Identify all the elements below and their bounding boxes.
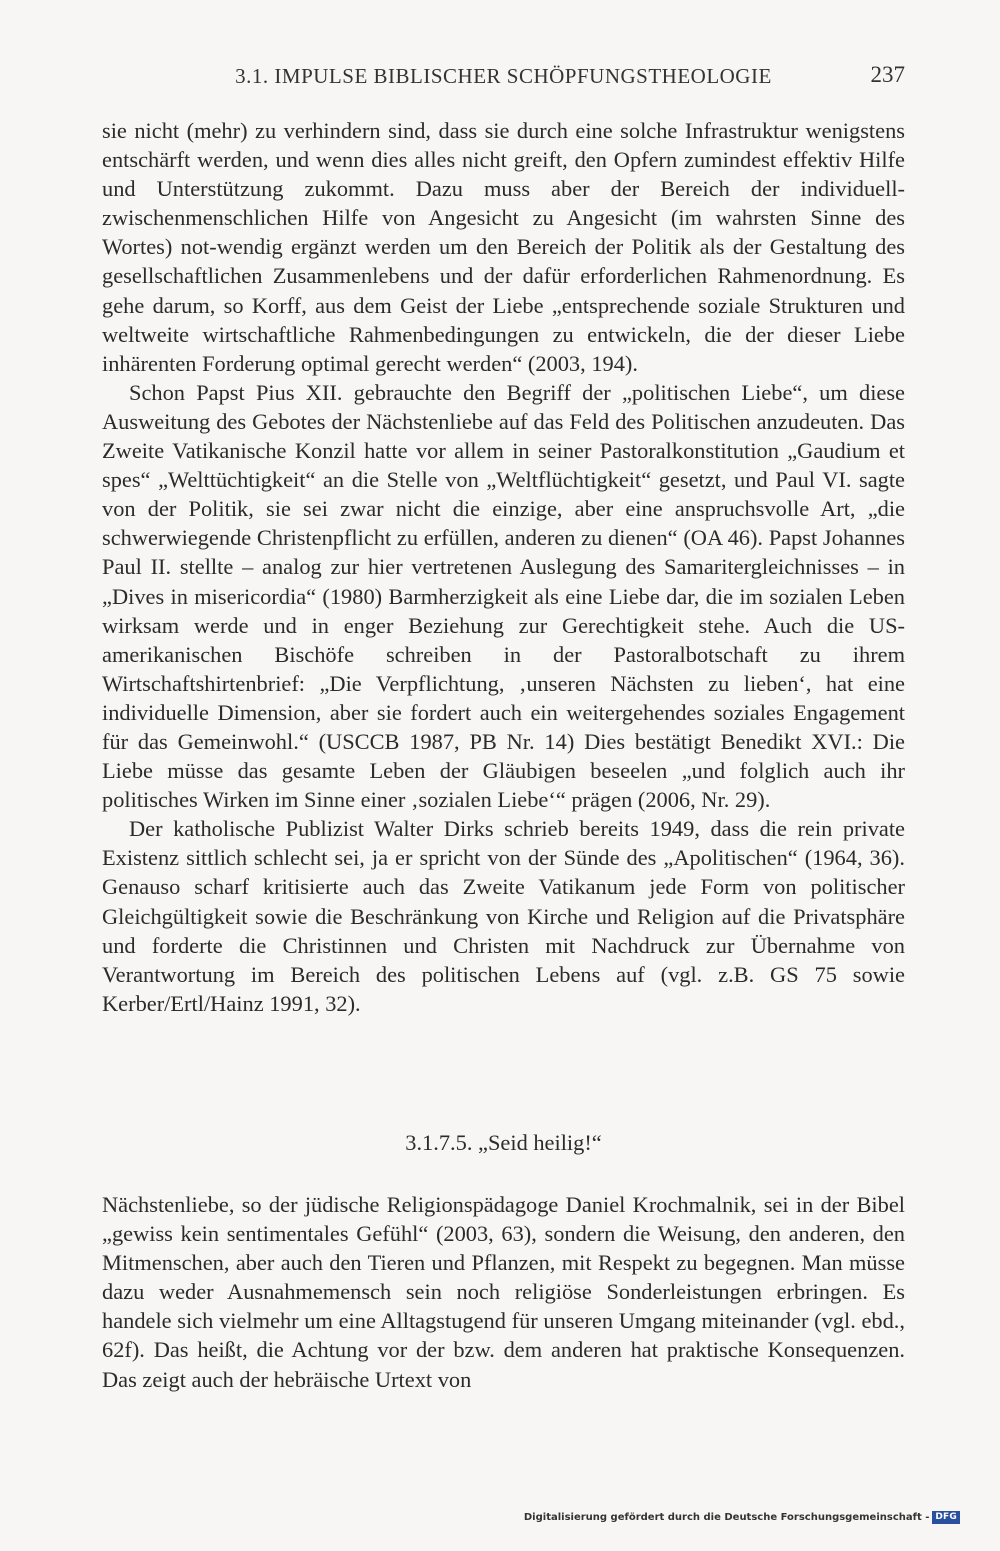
section-paragraph: Nächstenliebe, so der jüdische Religionspädagoge Daniel Krochmalnik, sei in der Bibel „gewiss kein sentimentales Gefühl“ (2003, 63), sondern die Weisung, den anderen, den Mitmenschen, aber auch den Tieren und Pflanzen, mit Respekt zu begegnen. Man müsse dazu weder Ausnahmemensch sein noch religiöse Sonderleistungen erbringen. Es handele sich vielmehr um eine Alltagstugend für unseren Umgang miteinander (vgl. ebd., 62f). Das heißt, die Achtung vor der bzw. dem anderen hat praktische Konsequenzen. Das zeigt auch der hebräische Urtext von xyxy=(102,1192,905,1392)
page-number: 237 xyxy=(870,62,905,87)
section-heading: 3.1.7.5. „Seid heilig!“ xyxy=(405,1130,602,1155)
page-header xyxy=(102,58,905,98)
digitization-credit xyxy=(524,1511,960,1524)
dfg-logo: DFG xyxy=(932,1511,960,1524)
paragraph: Der katholische Publizist Walter Dirks schrieb bereits 1949, dass die rein private Existenz sittlich schlecht sei, ja er spricht von der Sünde des „Apolitischen“ (1964, 36). Genauso scharf kritisierte auch das Zweite Vatikanum jede Form von politischer Gleichgültigkeit sowie die Beschränkung von Kirche und Religion auf die Privatsphäre und forderte die Christinnen und Christen mit Nachdruck zur Übernahme von Verantwortung im Bereich des politischen Lebens auf (vgl. z.B. GS 75 sowie Kerber/Ertl/Hainz 1991, 32). xyxy=(102,816,905,1016)
paragraph: Schon Papst Pius XII. gebrauchte den Begriff der „politischen Liebe“, um diese Ausweitung des Gebotes der Nächstenliebe auf das Feld des Politischen anzudeuten. Das Zweite Vatikanische Konzil hatte vor allem in seiner Pastoralkonstitution „Gaudium et spes“ „Welttüchtigkeit“ an die Stelle von „Weltflüchtigkeit“ gesetzt, und Paul VI. sagte von der Politik, sie sei zwar nicht die einzige, aber eine anspruchsvolle Art, „die schwerwiegende Christenpflicht zu erfüllen, anderen zu dienen“ (OA 46). Papst Johannes Paul II. stellte – analog zur hier vertretenen Auslegung des Samaritergleichnisses – in „Dives in misericordia“ (1980) Barmherzigkeit als eine Liebe dar, die im sozialen Leben wirksam werde und in enger Beziehung zur Gerechtigkeit stehe. Auch die US-amerikanischen Bischöfe schreiben in der Pastoralbotschaft zu ihrem Wirtschaftshirtenbrief: „Die Verpflichtung, ‚unseren Nächsten zu lieben‘, hat eine individuelle Dimension, aber sie fordert auch ein weitergehendes soziales Engagement für das Gemeinwohl.“ (USCCB 1987, PB Nr. 14) Dies bestätigt Benedikt XVI.: Die Liebe müsse das gesamte Leben der Gläubigen beseelen „und folglich auch ihr politisches Wirken im Sinne einer ‚sozialen Liebe‘“ prägen (2006, Nr. 29). xyxy=(102,379,905,813)
body-text xyxy=(102,116,905,1018)
paragraph: sie nicht (mehr) zu verhindern sind, dass sie durch eine solche Infrastruktur wenigstens entschärft werden, und wenn dies alles nicht greift, den Opfern zumindest effektiv Hilfe und Unterstützung zukommt. Dazu muss aber der Bereich der individuell-zwischenmenschlichen Hilfe von Angesicht zu Angesicht (im wahrsten Sinne des Wortes) not-wendig ergänzt werden um den Bereich der Politik als der Gestaltung des gesellschaftlichen Zusammenlebens und der dafür erforderlichen Rahmenordnung. Es gehe darum, so Korff, aus dem Geist der Liebe „entsprechende soziale Strukturen und weltweite wirtschaftliche Rahmenbedingungen zu entwickeln, die der dieser Liebe inhärenten Forderung optimal gerecht werden“ (2003, 194). xyxy=(102,118,905,376)
running-head: 3.1. IMPULSE BIBLISCHER SCHÖPFUNGSTHEOLOGIE xyxy=(235,64,772,88)
credit-text: Digitalisierung gefördert durch die Deutsche Forschungsgemeinschaft - xyxy=(523,1512,930,1523)
